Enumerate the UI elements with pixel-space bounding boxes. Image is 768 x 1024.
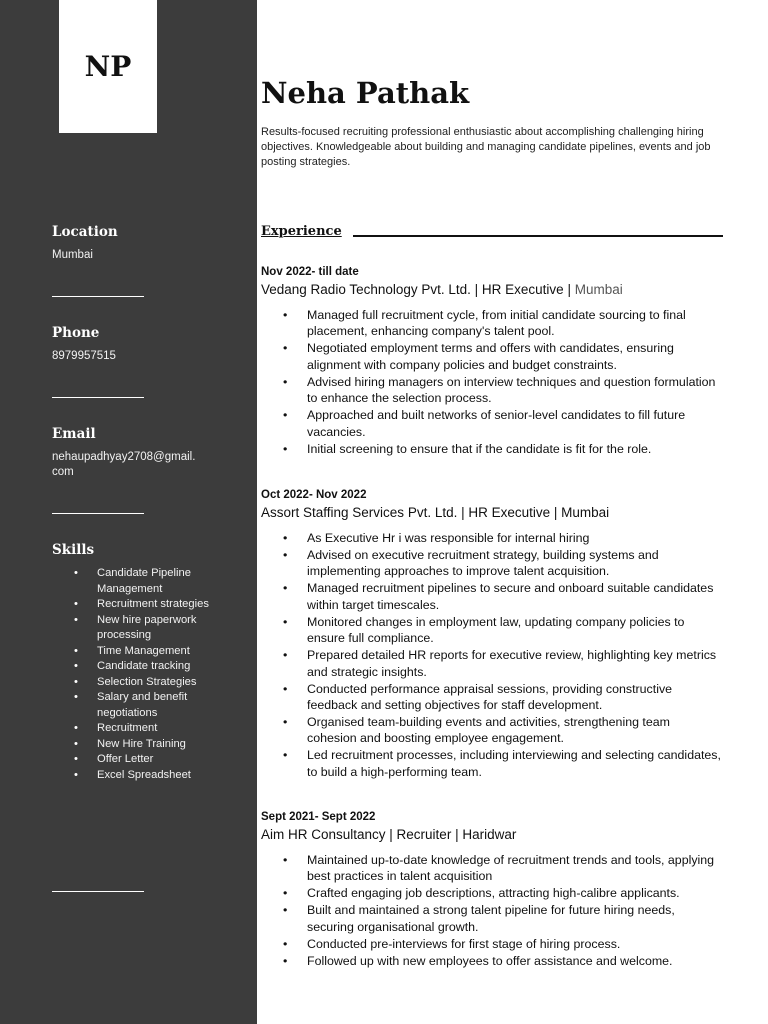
- location-heading: Location: [52, 224, 118, 240]
- skills-heading: Skills: [52, 542, 95, 558]
- job-bullet: • Prepared detailed HR reports for executive review, highlighting key metrics and strategic insights.: [261, 647, 723, 680]
- skill-item: • New Hire Training: [52, 737, 212, 753]
- job-bullet: • Led recruitment processes, including interviewing and selecting candidates, to build a high-performing team.: [261, 747, 723, 780]
- skill-item: • Candidate tracking: [52, 659, 212, 675]
- job-bullet: • Advised hiring managers on interview techniques and question formulation to enhance the selection process.: [261, 374, 723, 407]
- skill-item: • Excel Spreadsheet: [52, 768, 212, 784]
- job-company: [261, 825, 723, 844]
- location-section: [52, 224, 212, 263]
- email-heading: Email: [52, 426, 96, 442]
- skill-item: • Recruitment strategies: [52, 597, 212, 613]
- job-bullet: • Advised on executive recruitment strategy, building systems and implementing approaches to improve talent acquisition.: [261, 547, 723, 580]
- location-value: Mumbai: [52, 249, 93, 261]
- monogram: NP: [59, 0, 157, 133]
- job-bullet: • Conducted pre-interviews for first stage of hiring process.: [261, 936, 723, 952]
- phone-heading: Phone: [52, 325, 100, 341]
- skill-item: • New hire paperwork processing: [52, 613, 212, 644]
- candidate-name: Neha Pathak: [261, 76, 470, 110]
- divider: [52, 397, 144, 398]
- job-bullet: • Negotiated employment terms and offers with candidates, ensuring alignment with company policies and budget constraints.: [261, 340, 723, 373]
- job-bullet: • Organised team-building events and activities, strengthening team cohesion and boosting employee engagement.: [261, 714, 723, 747]
- skill-item: • Selection Strategies: [52, 675, 212, 691]
- skill-item: • Salary and benefit negotiations: [52, 690, 212, 721]
- job-bullet: • Built and maintained a strong talent pipeline for future hiring needs, securing organisational growth.: [261, 902, 723, 935]
- email-value[interactable]: nehaupadhyay2708@gmail.com: [52, 451, 196, 478]
- job-bullet: • Approached and built networks of senior-level candidates to fill future vacancies.: [261, 407, 723, 440]
- phone-section: [52, 325, 212, 364]
- job-bullet: • Followed up with new employees to offer assistance and welcome.: [261, 953, 723, 969]
- job-company: [261, 280, 723, 299]
- skill-item: • Offer Letter: [52, 752, 212, 768]
- job-entry: [261, 488, 723, 781]
- experience-rule: [353, 235, 723, 237]
- divider: [52, 296, 144, 297]
- experience-heading: Experience: [261, 224, 342, 239]
- skill-item: • Candidate Pipeline Management: [52, 566, 212, 597]
- job-dates: Nov 2022- till date: [261, 266, 359, 278]
- job-bullets: [261, 530, 723, 780]
- job-city: Mumbai: [574, 282, 623, 297]
- job-company-title: Vedang Radio Technology Pvt. Ltd. | HR Executive |: [261, 282, 575, 297]
- divider: [52, 513, 144, 514]
- job-entry: [261, 810, 723, 970]
- job-company-title: Assort Staffing Services Pvt. Ltd. | HR Executive |: [261, 505, 562, 520]
- divider: [52, 891, 144, 892]
- skill-item: • Recruitment: [52, 721, 212, 737]
- job-bullets: [261, 852, 723, 969]
- skill-item: • Time Management: [52, 644, 212, 660]
- job-bullet: • As Executive Hr i was responsible for internal hiring: [261, 530, 723, 546]
- phone-value: 8979957515: [52, 350, 116, 362]
- job-dates: Oct 2022- Nov 2022: [261, 489, 367, 501]
- job-bullet: • Initial screening to ensure that if the candidate is fit for the role.: [261, 441, 723, 457]
- job-bullet: • Conducted performance appraisal sessions, providing constructive feedback and setting objectives for staff development.: [261, 681, 723, 714]
- job-bullet: • Managed recruitment pipelines to secure and onboard suitable candidates within target timescales.: [261, 580, 723, 613]
- email-section: [52, 426, 197, 480]
- job-bullet: • Maintained up-to-date knowledge of recruitment trends and tools, applying best practices in talent acquisition: [261, 852, 723, 885]
- job-bullet: • Monitored changes in employment law, updating company policies to ensure full compliance.: [261, 614, 723, 647]
- skills-list: [52, 566, 212, 783]
- job-city: Mumbai: [561, 505, 610, 520]
- job-bullet: • Managed full recruitment cycle, from initial candidate sourcing to final placement, enhancing company's talent pool.: [261, 307, 723, 340]
- summary: Results-focused recruiting professional enthusiastic about accomplishing challenging hiring objectives. Knowledgeable about building and managing candidate pipelines, events and job posting strategies.: [261, 126, 711, 168]
- job-bullet: • Crafted engaging job descriptions, attracting high-calibre applicants.: [261, 885, 723, 901]
- job-bullets: [261, 307, 723, 457]
- job-city: Haridwar: [462, 827, 517, 842]
- skills-section: [52, 542, 212, 783]
- job-entry: [261, 265, 723, 458]
- job-company: [261, 503, 723, 522]
- job-company-title: Aim HR Consultancy | Recruiter |: [261, 827, 463, 842]
- sidebar: [0, 0, 257, 1024]
- job-dates: Sept 2021- Sept 2022: [261, 811, 376, 823]
